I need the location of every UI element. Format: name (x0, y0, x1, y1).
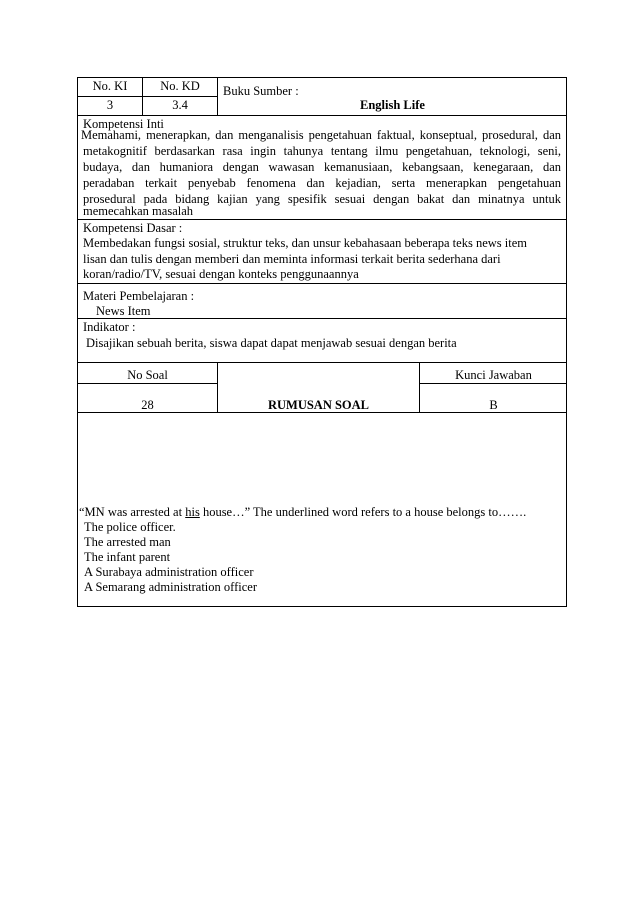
kompetensi-dasar-line: koran/radio/TV, sesuai dengan konteks penggunaannya (83, 267, 359, 281)
answer-option: The arrested man (84, 535, 171, 549)
indikator-value: Disajikan sebuah berita, siswa dapat dapat menjawab sesuai dengan berita (86, 336, 457, 350)
indikator-title: Indikator : (83, 320, 136, 334)
kompetensi-inti-title: Kompetensi Inti (83, 117, 164, 131)
materi-value: News Item (96, 304, 151, 318)
kompetensi-dasar-title: Kompetensi Dasar : (83, 221, 183, 235)
answer-option: A Semarang administration officer (84, 580, 257, 594)
kunci-jawaban-value: B (489, 398, 498, 412)
question-stem-after: house…” The underlined word refers to a house belongs to……. (199, 505, 527, 519)
answer-option: A Surabaya administration officer (84, 565, 254, 579)
kunci-divider (419, 383, 567, 384)
question-stem-before: “MN was arrested at (79, 505, 186, 519)
row-divider-kd (77, 219, 567, 220)
header-divider (77, 96, 217, 97)
question-underlined-word: his (185, 505, 200, 519)
no-kd-value: 3.4 (172, 98, 188, 112)
no-ki-label: No. KI (92, 79, 128, 93)
buku-sumber-value: English Life (360, 98, 425, 112)
row-divider-indikator (77, 318, 567, 319)
row-divider-soal (77, 362, 567, 363)
answer-option: The police officer. (84, 520, 176, 534)
kompetensi-inti-line: budaya, dan humaniora dengan wawasan kemanusiaan, kebangsaan, kenegaraan, dan (83, 160, 561, 174)
kompetensi-inti-line: peradaban terkait penyebab fenomena dan kejadian, serta menerapkan pengetahuan (83, 176, 561, 190)
no-ki-value: 3 (106, 98, 114, 112)
question-stem (79, 505, 526, 520)
kompetensi-inti-line: metakognitif berdasarkan rasa ingin tahunya tentang ilmu pengetahuan, teknologi, seni, (83, 144, 561, 158)
buku-sumber-label: Buku Sumber : (223, 84, 299, 98)
row-divider-ki (77, 115, 567, 116)
kunci-jawaban-label: Kunci Jawaban (455, 368, 532, 382)
answer-option: The infant parent (84, 550, 171, 564)
kompetensi-dasar-line: Membedakan fungsi sosial, struktur teks, dan unsur kebahasaan beberapa teks news item (83, 236, 527, 250)
col-divider-kd (217, 77, 218, 115)
kompetensi-inti-line: memecahkan masalah (83, 204, 194, 218)
kompetensi-inti-line: prosedural pada bidang kajian yang spesifik sesuai dengan bakat dan minatnya untuk (83, 192, 561, 206)
materi-title: Materi Pembelajaran : (83, 289, 195, 303)
no-soal-divider (77, 383, 217, 384)
no-soal-label: No Soal (127, 368, 168, 382)
row-divider-materi (77, 283, 567, 284)
kompetensi-dasar-line: lisan dan tulis dengan memberi dan meminta informasi terkait berita sederhana dari (83, 252, 501, 266)
rumusan-soal-label: RUMUSAN SOAL (267, 398, 370, 412)
no-kd-label: No. KD (160, 79, 200, 93)
kompetensi-inti-line: Memahami, menerapkan, dan menganalisis pengetahuan faktual, konseptual, prosedural, dan (81, 128, 561, 142)
no-soal-value: 28 (141, 398, 154, 412)
